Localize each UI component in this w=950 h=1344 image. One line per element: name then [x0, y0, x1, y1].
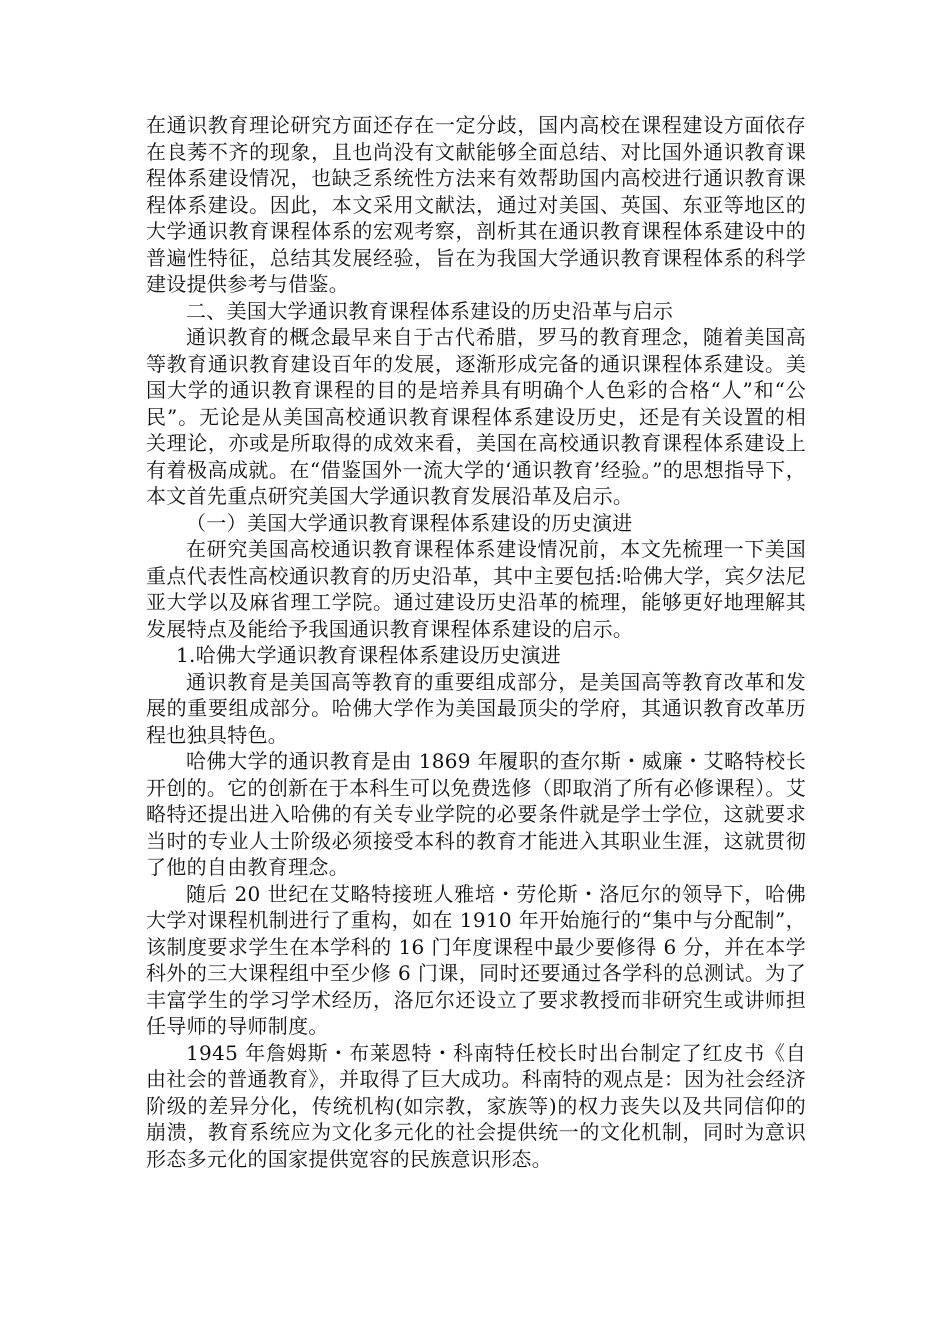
- paragraph-conant: 1945 年詹姆斯・布莱恩特・科南特任校长时出台制定了红皮书《自由社会的普通教育》，并取得了巨大成功。科南特的观点是：因为社会经济阶级的差异分化，传统机构(如宗教，家族等)的权力丧失以及共同信仰的崩溃，教育系统应为文化多元化的社会提供统一的文化机制，同时为意识形态多元化的国家提供宽容的民族意识形态。: [146, 1040, 806, 1171]
- subsection-heading-1: （一）美国大学通识教育课程体系建设的历史演进: [186, 510, 633, 535]
- paragraph-general-education-role: 通识教育是美国高等教育的重要组成部分，是美国高等教育改革和发展的重要组成部分。哈佛大学作为美国最顶尖的学府，其通识教育改革历程也独具特色。: [146, 669, 806, 747]
- paragraph-intro-continued: 在通识教育理论研究方面还存在一定分歧，国内高校在课程建设方面依存在良莠不齐的现象，且也尚没有文献能够全面总结、对比国外通识教育课程体系建设情况，也缺乏系统性方法来有效帮助国内高校进行通识教育课程体系建设。因此，本文采用文献法，通过对美国、英国、东亚等地区的大学通识教育课程体系的宏观考察，剖析其在通识教育课程体系建设中的普遍性特征，总结其发展经验，旨在为我国大学通识教育课程体系的科学建设提供参考与借鉴。: [146, 113, 806, 296]
- document-body: [146, 112, 806, 1172]
- paragraph-concept-origin: 通识教育的概念最早来自于古代希腊，罗马的教育理念，随着美国高等教育通识教育建设百年的发展，逐渐形成完备的通识课程体系建设。美国大学的通识教育课程的目的是培养具有明确个人色彩的合格“人”和“公民”。无论是从美国高校通识教育课程体系建设历史，还是有关设置的相关理论，亦或是所取得的成效来看，美国在高校通识教育课程体系建设上有着极高成就。在“借鉴国外一流大学的‘通识教育’经验。”的思想指导下，本文首先重点研究美国大学通识教育发展沿革及启示。: [146, 325, 806, 508]
- paragraph-eliot: 哈佛大学的通识教育是由 1869 年履职的查尔斯・威廉・艾略特校长开创的。它的创新在于本科生可以免费选修（即取消了所有必修课程）。艾略特还提出进入哈佛的有关专业学院的必要条件就是学士学位，这就要求当时的专业人士阶级必须接受本科的教育才能进入其职业生涯，这就贯彻了他的自由教育理念。: [146, 749, 806, 879]
- subsection-heading-harvard: 1.哈佛大学通识教育课程体系建设历史演进: [176, 643, 562, 667]
- section-heading-2: 二、美国大学通识教育课程体系建设的历史沿革与启示: [186, 298, 674, 323]
- paragraph-research-overview: 在研究美国高校通识教育课程体系建设情况前，本文先梳理一下美国重点代表性高校通识教育的历史沿革，其中主要包括:哈佛大学，宾夕法尼亚大学以及麻省理工学院。通过建设历史沿革的梳理，能够更好地理解其发展特点及能给予我国通识教育课程体系建设的启示。: [146, 537, 806, 641]
- paragraph-lowell: 随后 20 世纪在艾略特接班人雅培・劳伦斯・洛厄尔的领导下，哈佛大学对课程机制进行了重构，如在 1910 年开始施行的“集中与分配制”，该制度要求学生在本学科的 16 门年度课程中最少要修得 6 分，并在本学科外的三大课程组中至少修 6 门课，同时还要通过各学科的总测试。为了丰富学生的学习学术经历，洛厄尔还设立了要求教授而非研究生或讲师担任导师的导师制度。: [146, 881, 806, 1038]
